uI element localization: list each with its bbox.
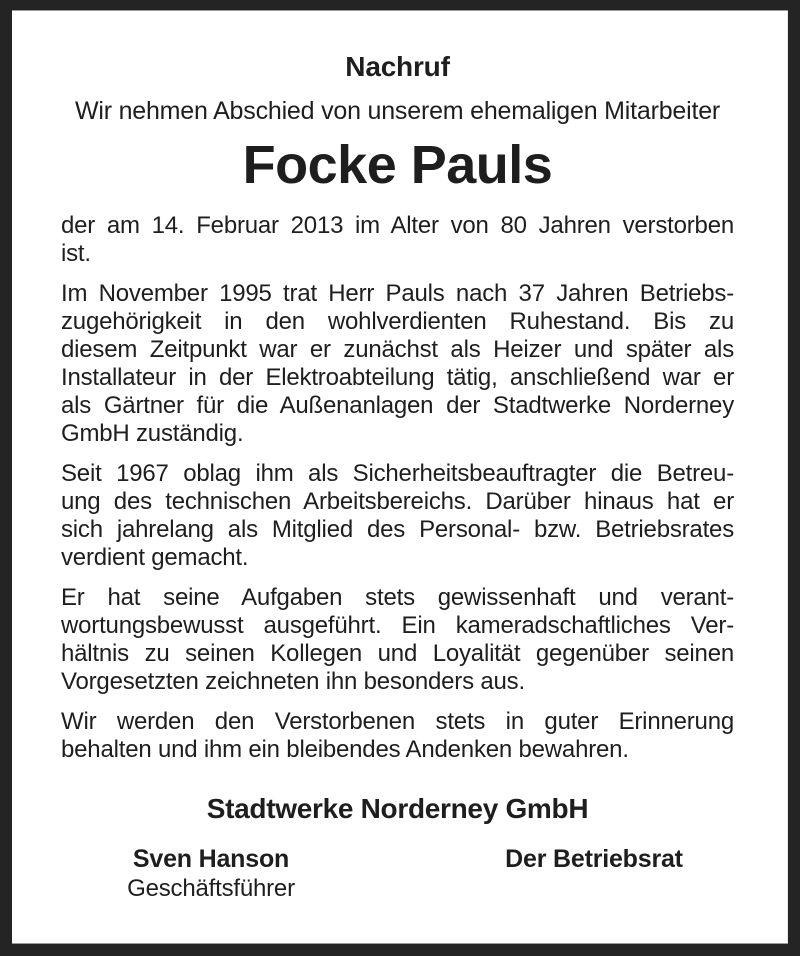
- paragraph-line: hältnis zu seinen Kollegen und Loyalität gegenüber seinen: [61, 640, 734, 667]
- paragraph: [61, 584, 734, 696]
- paragraph-line: Seit 1967 oblag ihm als Sicherheitsbeauftragter die Betreu-: [61, 460, 734, 487]
- paragraph-line: GmbH zuständig.: [61, 420, 244, 447]
- paragraph-line: ist.: [61, 240, 91, 267]
- paragraph: [61, 280, 734, 448]
- paragraph-line: wortungsbewusst ausgeführt. Ein kameradschaftliches Ver-: [61, 612, 734, 639]
- paragraph-line: behalten und ihm ein bleibendes Andenken bewahren.: [61, 736, 629, 763]
- paragraph-line: Er hat seine Aufgaben stets gewissenhaft und verant-: [61, 584, 734, 611]
- body-paragraphs: [61, 212, 734, 764]
- signature-row: [61, 844, 714, 904]
- paragraph-line: verdient gemacht.: [61, 544, 249, 571]
- paragraph-line: zugehörigkeit in den wohlverdienten Ruhestand. Bis zu: [61, 308, 734, 335]
- signatory-name-left: Sven Hanson: [132, 845, 290, 873]
- paragraph-line: Installateur in der Elektroabteilung tätig, anschließend war er: [61, 364, 734, 391]
- paragraph: [61, 708, 734, 764]
- intro-line: Wir nehmen Abschied von unserem ehemaligen Mitarbeiter: [74, 97, 721, 125]
- signature-left: [61, 844, 361, 904]
- paragraph-line: der am 14. Februar 2013 im Alter von 80 Jahren verstorben: [61, 212, 734, 239]
- company-name: Stadtwerke Norderney GmbH: [206, 793, 589, 824]
- signatory-role-left: Geschäftsführer: [127, 875, 295, 902]
- obituary-content: [12, 10, 788, 904]
- signatory-name-right: Der Betriebsrat: [505, 845, 683, 873]
- paragraph-line: Vorgesetzten zeichneten ihn besonders aus.: [61, 668, 525, 695]
- paragraph-line: Im November 1995 trat Herr Pauls nach 37 Jahren Betriebs-: [61, 280, 734, 307]
- paragraph: [61, 460, 734, 572]
- notice-kicker: Nachruf: [345, 51, 450, 82]
- deceased-name: Focke Pauls: [242, 135, 553, 195]
- paragraph-line: als Gärtner für die Außenanlagen der Stadtwerke Norderney: [61, 392, 734, 419]
- paragraph-line: ung des technischen Arbeitsbereichs. Darüber hinaus hat er: [61, 488, 734, 515]
- paragraph-line: sich jahrelang als Mitglied des Personal- bzw. Betriebsrates: [61, 516, 734, 543]
- paragraph: [61, 212, 734, 268]
- signature-right: [474, 844, 714, 904]
- paragraph-line: Wir werden den Verstorbenen stets in guter Erinnerung: [61, 708, 734, 735]
- paragraph-line: diesem Zeitpunkt war er zunächst als Heizer und später als: [61, 336, 734, 363]
